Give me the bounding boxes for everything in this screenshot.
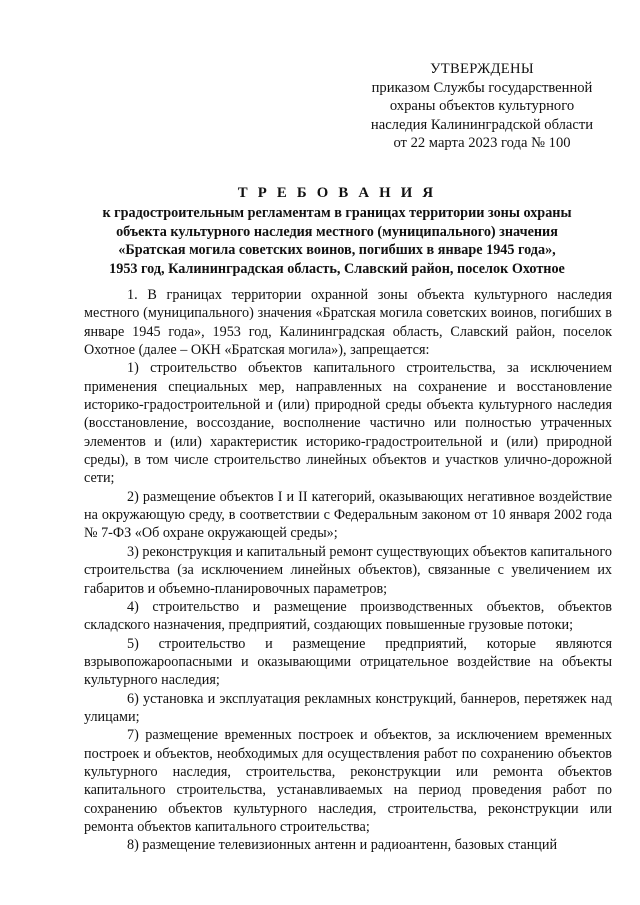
approval-date-line: от 22 марта 2023 года № 100 bbox=[393, 135, 571, 152]
body-paragraph-item-2: 2) размещение объектов I и II категорий, оказывающих негативное воздействие на окружающую среду, в соответствии с Федеральным законом от 10 января 2002 года № 7-ФЗ «Об охране окружающей среды»; bbox=[84, 488, 612, 542]
subtitle-line: «Братская могила советских воинов, погибших в январе 1945 года», bbox=[118, 242, 556, 259]
subtitle-line: 1953 год, Калининградская область, Славский район, поселок Охотное bbox=[109, 260, 565, 277]
body-paragraph-item-4: 4) строительство и размещение производственных объектов, объектов складского назначения, предприятий, создающих повышенные грузовые потоки; bbox=[84, 598, 612, 634]
subtitle-line: объекта культурного наследия местного (муниципального) значения bbox=[116, 223, 558, 240]
approval-line: наследия Калининградской области bbox=[370, 116, 594, 133]
document-body bbox=[84, 286, 612, 855]
body-paragraph-item-3: 3) реконструкция и капитальный ремонт существующих объектов капитального строительства (за исключением линейных объектов), связанные с увеличением их габаритов и объемно-планировочных параметров; bbox=[84, 543, 612, 597]
approval-line: охраны объектов культурного bbox=[389, 98, 575, 115]
subtitle-line: к градостроительным регламентам в границах территории зоны охраны bbox=[102, 205, 572, 221]
approval-line: приказом Службы государственной bbox=[371, 79, 593, 96]
approval-heading: УТВЕРЖДЕНЫ bbox=[430, 61, 534, 77]
document-title: Т Р Е Б О В А Н И Я bbox=[237, 185, 437, 201]
body-paragraph-intro: 1. В границах территории охранной зоны объекта культурного наследия местного (муниципального) значения «Братская могила советских воинов, погибших в январе 1945 года», 1953 год, Калининградская область, Славский район, поселок Охотное (далее – ОКН «Братская могила»), запрещается: bbox=[84, 287, 612, 359]
approval-block bbox=[352, 60, 612, 153]
body-paragraph-item-1: 1) строительство объектов капитального строительства, за исключением применения специальных мер, направленных на сохранение и восстановление историко-градостроительной и (или) природной среды объекта культурного наследия (восстановление, воссоздание, восполнение частично или полностью утраченных элементов и (или) характеристик историко-градостроительной и (или) природной среды), в том числе строительство линейных объектов и участков улично-дорожной сети; bbox=[84, 360, 612, 487]
body-paragraph-item-8: 8) размещение телевизионных антенн и радиоантенн, базовых станций bbox=[127, 837, 558, 854]
body-paragraph-item-6: 6) установка и эксплуатация рекламных конструкций, баннеров, перетяжек над улицами; bbox=[84, 690, 612, 725]
document-subtitle bbox=[70, 204, 604, 278]
body-paragraph-item-5: 5) строительство и размещение предприятий, которые являются взрывопожароопасными и оказывающими отрицательное воздействие на объекты культурного наследия; bbox=[84, 635, 612, 689]
body-paragraph-item-7: 7) размещение временных построек и объектов, за исключением временных построек и объектов, необходимых для осуществления работ по сохранению объектов культурного наследия, строительства, реконструкции или ремонта объектов капитального строительства, устанавливаемых на период проведения работ по сохранению объектов культурного наследия, строительства, реконструкции или ремонта объектов капитального строительства; bbox=[84, 727, 612, 835]
